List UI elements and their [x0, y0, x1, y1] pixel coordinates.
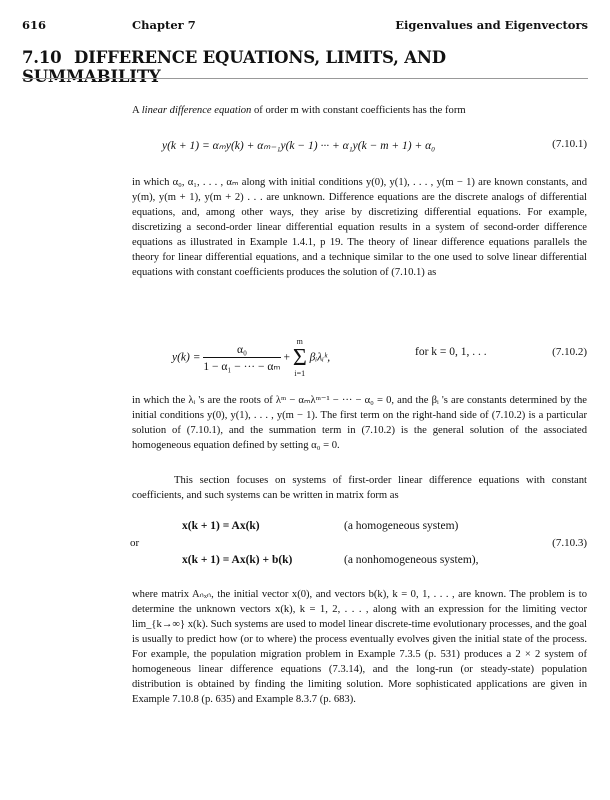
paragraph-1: in which α₀, α₁, . . . , αₘ along with initial conditions y(0), y(1), . . . , y(m − 1) are known constants, and y(m), y(m + 1), y(m + 2) . . . are unknown. Difference equations are the discrete analogs of differential equations, and, among other ways, they arise by discretizing differential equations. For example, discretizing a second-order linear differential equation results in a system of second-order difference equations as illustrated in Example 1.4.1, p 19. The theory of linear difference equations parallels the theory for linear differential equations, and a technique similar to the one used to solve linear differential equations with constant coefficients produces the solution of (7.10.1) as	[132, 177, 587, 278]
sum-lower-limit: i=1	[294, 369, 306, 378]
equation-7-10-2-lhs: y(k) =	[172, 351, 201, 364]
section-number: 7.10	[22, 48, 62, 67]
section-title: DIFFERENCE EQUATIONS, LIMITS, AND SUMMABILITY	[22, 48, 446, 86]
summation	[293, 338, 307, 378]
intro-suffix: of order m with constant coefficients has the form	[251, 105, 466, 116]
fraction-numerator: α₀	[203, 344, 280, 358]
paragraph-4: where matrix Aₙₓₙ, the initial vector x(0), and vectors b(k), k = 0, 1, . . . , are known. The problem is to determine the unknown vectors x(k), k = 1, 2, . . . , along with an expression for the limiting vector lim_{k→∞} x(k). Such systems are used to model linear discrete-time evolutionary processes, and the goal is usually to predict how (or to where) the process eventually evolves given the initial state of the process. For example, the population migration problem in Example 7.3.5 (p. 531) produces a 2 × 2 system of homogeneous linear difference equations (7.3.14), and the long-run (or steady-state) population distribution is obtained by finding the limiting solution. More sophisticated applications are given in Example 7.10.8 (p. 635) and Example 8.3.7 (p. 683).	[132, 589, 587, 705]
equation-7-10-1-formula: y(k + 1) = αₘy(k) + αₘ₋₁y(k − 1) ··· + α₁y(k − m + 1) + α₀	[162, 140, 436, 152]
homogeneous-formula: x(k + 1) = Ax(k)	[182, 520, 260, 532]
intro-term: linear difference equation	[141, 105, 252, 116]
fraction-denominator: 1 − α₁ − ··· − αₘ	[203, 360, 281, 373]
equation-7-10-2	[132, 330, 587, 376]
equation-7-10-2-label: (7.10.2)	[552, 346, 587, 358]
sum-term: βᵢλᵢᵏ,	[309, 351, 331, 364]
plus-sign: +	[283, 351, 290, 364]
equation-7-10-3-label: (7.10.3)	[552, 537, 587, 549]
intro-paragraph	[132, 103, 587, 118]
paragraph-3: This section focuses on systems of first-order linear difference equations with constant coefficients, and such systems can be written in matrix form as	[132, 475, 587, 501]
chapter-label: Chapter 7	[132, 18, 196, 32]
or-connector: or	[130, 537, 140, 549]
equation-7-10-1-label: (7.10.1)	[552, 138, 587, 150]
page-number: 616	[22, 18, 47, 32]
equation-7-10-3	[132, 520, 587, 570]
equation-7-10-1	[132, 138, 587, 152]
equation-7-10-2-fraction	[203, 344, 280, 373]
intro-prefix: A	[132, 105, 142, 116]
running-header	[22, 18, 588, 36]
nonhomogeneous-formula: x(k + 1) = Ax(k) + b(k)	[182, 554, 293, 566]
section-heading	[22, 48, 588, 86]
sigma-symbol: Σ	[292, 345, 307, 371]
heading-rule	[22, 78, 588, 79]
nonhomogeneous-note: (a nonhomogeneous system),	[344, 554, 479, 566]
running-title: Eigenvalues and Eigenvectors	[395, 18, 588, 32]
paragraph-2: in which the λᵢ 's are the roots of λᵐ − αₘλᵐ⁻¹ − ··· − α₀ = 0, and the βᵢ 's are constants determined by the initial conditions y(0), y(1), . . . , y(m − 1). The first term on the right-hand side of (7.10.2) is a particular solution of (7.10.1), and the summation term in (7.10.2) is the general solution of the associated homogeneous equation defined by setting α₀ = 0.	[132, 395, 587, 451]
equation-7-10-2-condition: for k = 0, 1, . . .	[415, 346, 487, 358]
homogeneous-note: (a homogeneous system)	[344, 520, 459, 532]
sum-upper-limit: m	[296, 337, 303, 346]
